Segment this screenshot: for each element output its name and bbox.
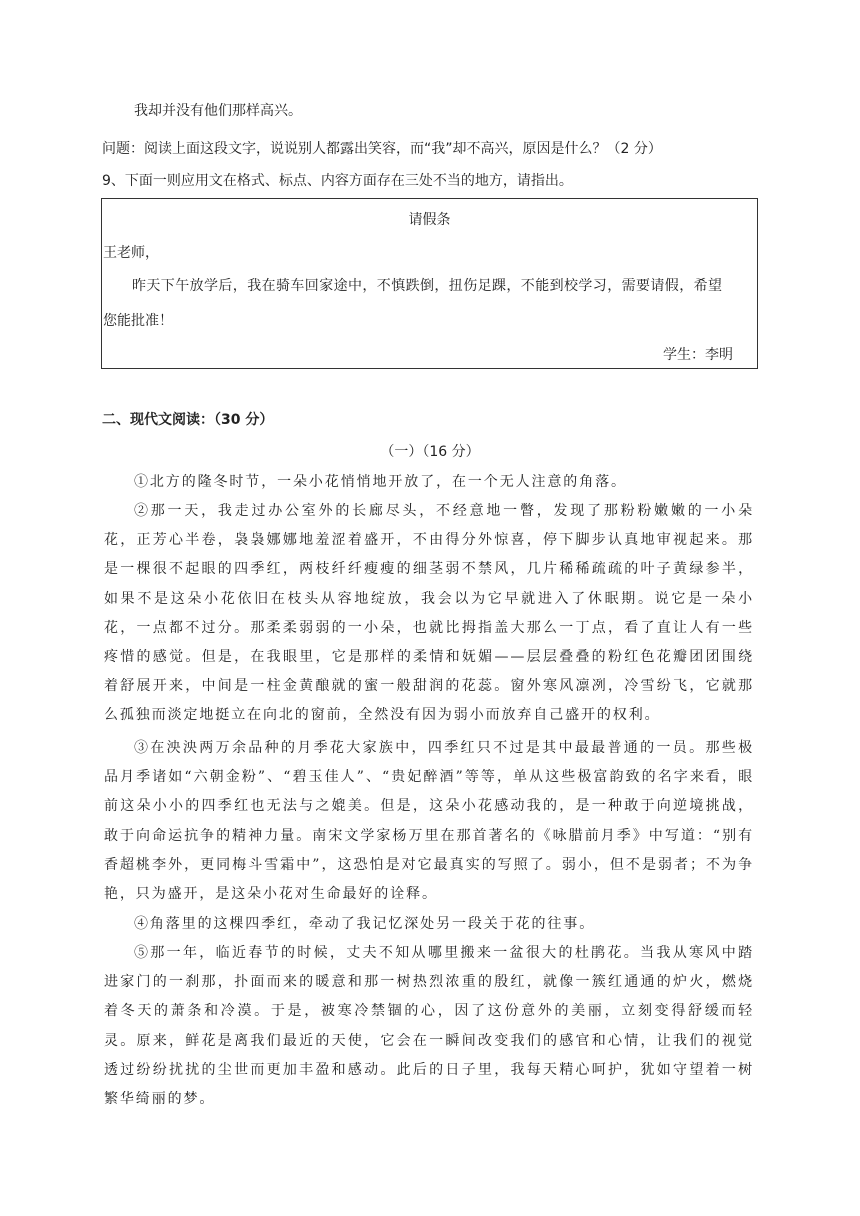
paragraph-4: ④角落里的这棵四季红，牵动了我记忆深处另一段关于花的往事。 bbox=[134, 916, 596, 932]
paragraph-3: ③在泱泱两万余品种的月季花大家族中，四季红只不过是其中最最普通的一员。那些极品月季诸如“六朝金粉”、“碧玉佳人”、“贵妃醉酒”等等，单从这些极富韵致的名字来看，眼前这朵小小的四季红也无法与之媲美。但是，这朵小花感动我的，是一种敢于向逆境挑战，敢于向命运抗争的精神力量。南宋文学家杨万里在那首著名的《咏腊前月季》中写道：“别有香超桃李外，更同梅斗雪霜中”，这恐怕是对它最真实的写照了。弱小，但不是弱者；不为争艳，只为盛开，是这朵小花对生命最好的诠释。 bbox=[104, 740, 754, 903]
leave-note-body-line1: 昨天下午放学后，我在骑车回家途中，不慎跌倒，扭伤足踝，不能到校学习，需要请假，希望 bbox=[132, 278, 723, 294]
paragraph-1: ①北方的隆冬时节，一朵小花悄悄地开放了，在一个无人注意的角落。 bbox=[134, 474, 627, 490]
section-title: 二、现代文阅读：（30 分） bbox=[102, 412, 274, 428]
section-subtitle: （一）（16 分） bbox=[380, 444, 480, 460]
leave-note-signature: 学生：李明 bbox=[663, 347, 733, 363]
leave-note-box bbox=[101, 198, 758, 369]
leave-note-body-line2: 您能批准！ bbox=[103, 313, 173, 329]
leave-note-title: 请假条 bbox=[408, 212, 451, 228]
question-8: 问题：阅读上面这段文字，说说别人都露出笑容，而“我”却不高兴，原因是什么？（2 分） bbox=[102, 141, 662, 157]
paragraph-2: ②那一天，我走过办公室外的长廊尽头，不经意地一瞥，发现了那粉粉嫩嫩的一小朵花，正芳心半卷，袅袅娜娜地羞涩着盛开，不由得分外惊喜，停下脚步认真地审视起来。那是一棵很不起眼的四季红，两枝纤纤瘦瘦的细茎弱不禁风，几片稀稀疏疏的叶子黄绿参半，如果不是这朵小花依旧在枝头从容地绽放，我会以为它早就进入了休眠期。说它是一朵小花，一点都不过分。那柔柔弱弱的一小朵，也就比拇指盖大那么一丁点，看了直让人有一些疼惜的感觉。但是，在我眼里，它是那样的柔情和妩媚——层层叠叠的粉红色花瓣团团围绕着舒展开来，中间是一柱金黄酿就的蜜一般甜润的花蕊。窗外寒风凛冽，冷雪纷飞，它就那么孤独而淡定地挺立在向北的窗前，全然没有因为弱小而放弃自己盛开的权利。 bbox=[104, 503, 754, 724]
question-9: 9、下面一则应用文在格式、标点、内容方面存在三处不当的地方，请指出。 bbox=[102, 173, 573, 189]
leave-note-salutation: 王老师， bbox=[103, 245, 159, 261]
previous-passage-line: 我却并没有他们那样高兴。 bbox=[134, 103, 302, 119]
paragraph-5: ⑤那一年，临近春节的时候，丈夫不知从哪里搬来一盆很大的杜鹃花。当我从寒风中踏进家门的一刹那，扑面而来的暖意和那一树热烈浓重的殷红，就像一簇红通通的炉火，燃烧着冬天的萧条和冷漠。于是，被寒冷禁锢的心，因了这份意外的美丽，立刻变得舒缓而轻灵。原来，鲜花是离我们最近的天使，它会在一瞬间改变我们的感官和心情，让我们的视觉透过纷纷扰扰的尘世而更加丰盈和感动。此后的日子里，我每天精心呵护，犹如守望着一树繁华绮丽的梦。 bbox=[104, 945, 754, 1108]
